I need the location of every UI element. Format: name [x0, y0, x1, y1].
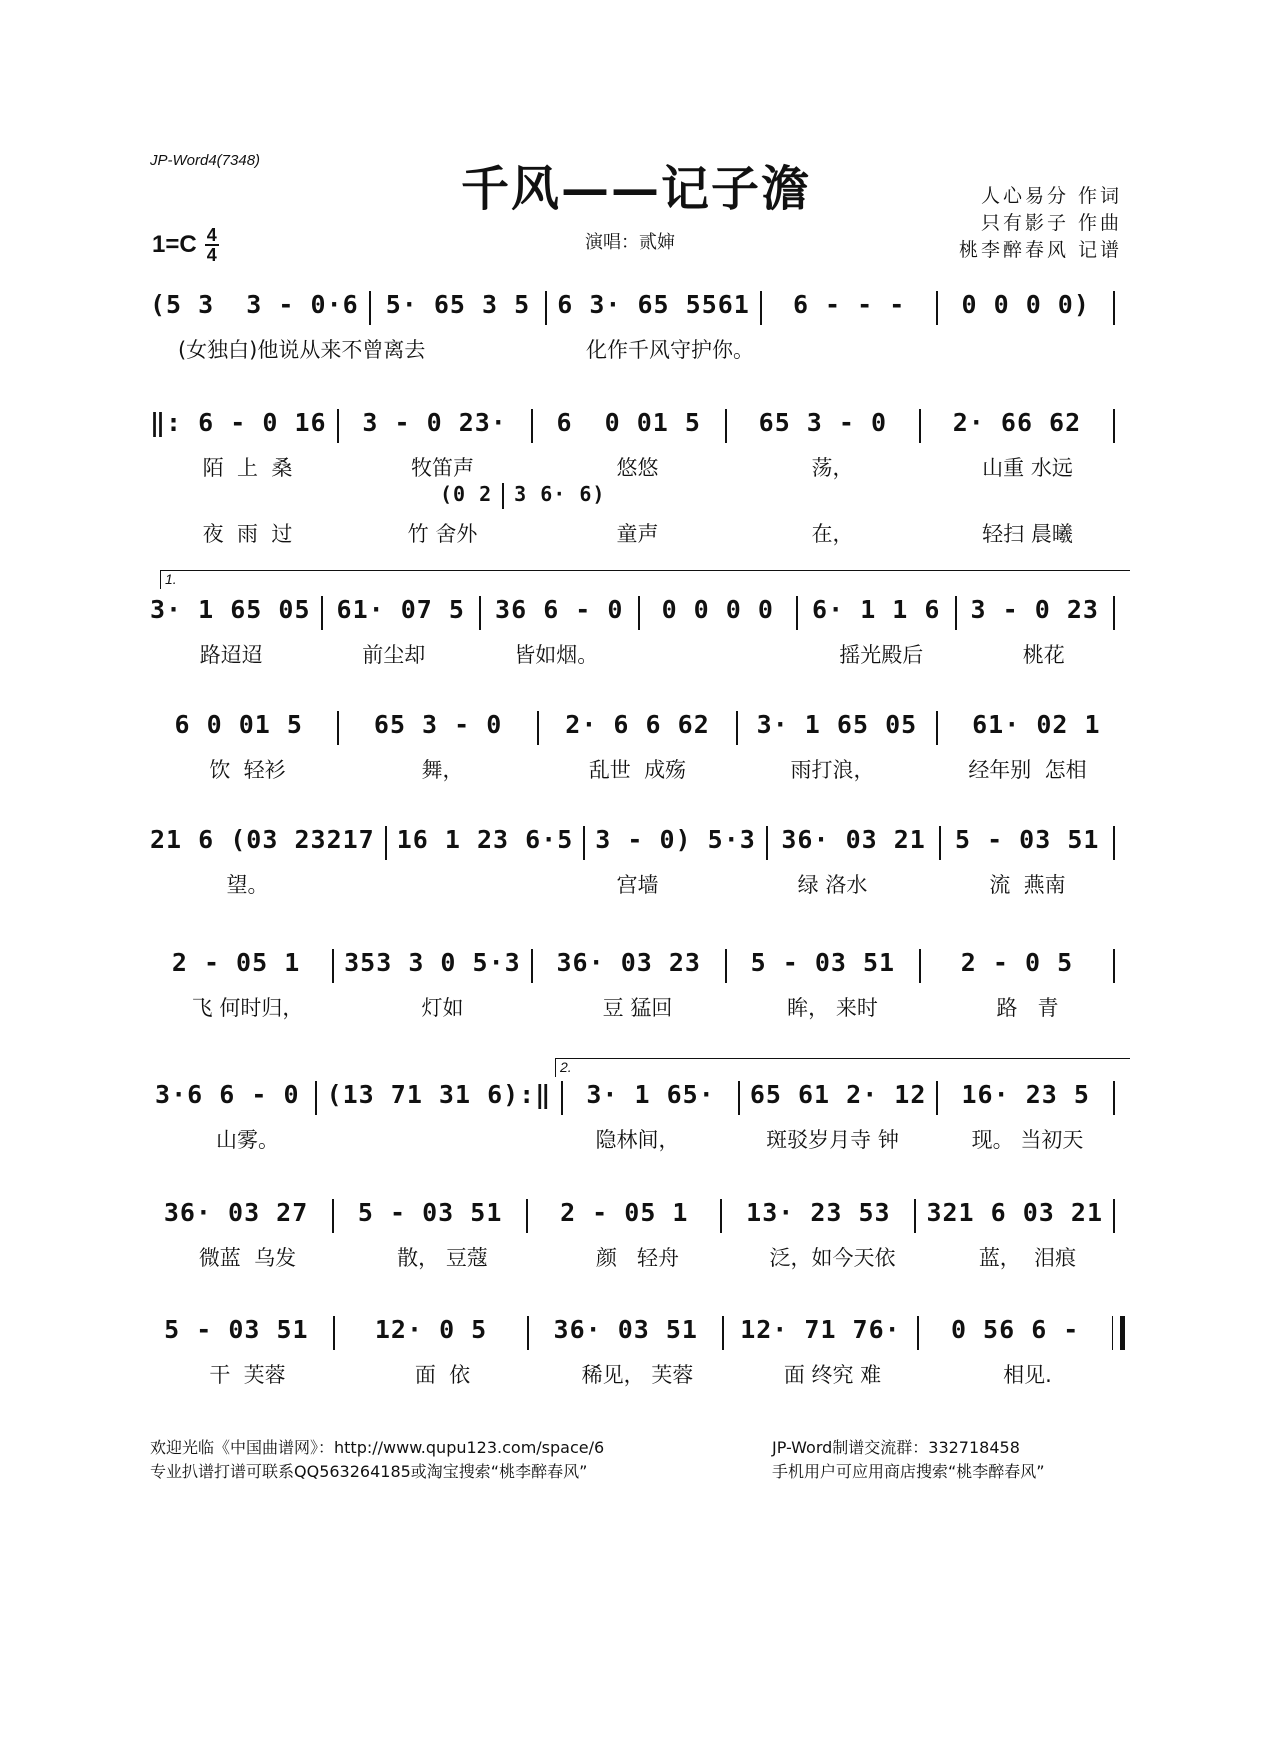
lyric-segment [453, 334, 518, 364]
lyric-segment: 微蓝 乌发 [198, 1246, 297, 1270]
measure: 321 6 03 21 [926, 1198, 1104, 1227]
measure: 3· 1 65 05 [150, 595, 311, 624]
measure: 2 - 05 1 [560, 1198, 689, 1227]
lyric-segment: 绿 洛水 [797, 873, 868, 897]
measure: 3·6 6 - 0 [155, 1080, 300, 1109]
staff-system-7 [150, 1080, 1125, 1154]
measure: 36 6 - 0 [495, 595, 624, 624]
lyric-segment [952, 334, 1125, 364]
lyric-segment: 饮 轻衫 [209, 758, 286, 782]
lyric-segment: 现。 当初天 [971, 1128, 1084, 1152]
measure: 2· 66 62 [952, 408, 1082, 437]
volta-1: 1. [160, 570, 1130, 589]
measure: 36· 03 23 [556, 948, 701, 977]
measure: 61· 07 5 [336, 595, 465, 624]
lyric-segment: 斑驳岁月寺 钟 [766, 1128, 899, 1152]
key-signature [152, 226, 219, 264]
staff-system-9 [150, 1315, 1125, 1389]
lyric-segment: 隐林间， [595, 1128, 680, 1152]
lyric-segment: 望。 [226, 873, 269, 897]
lyric-segment: 化作千风守护你。 [585, 338, 754, 362]
notation-row [150, 290, 1125, 326]
lyric-row [150, 754, 1125, 784]
lyric-segment: 皆如烟。 [514, 643, 599, 667]
measure: 353 3 0 5·3 [344, 948, 521, 977]
lyric-row [150, 639, 1125, 669]
inner-notation-row [150, 482, 1125, 510]
measure: ‖: 6 - 0 16 [150, 408, 327, 437]
lyric-row [150, 869, 1125, 899]
singer-credit: 演唱：贰婶 [585, 232, 675, 253]
footer-group: JP-Word制谱交流群：332718458 [772, 1438, 1020, 1457]
measure: 6 0 01 5 [174, 710, 303, 739]
lyric-segment: 泛，如今天依 [769, 1246, 896, 1270]
lyric-segment: 宫墙 [616, 873, 659, 897]
measure: 3· 1 65 05 [756, 710, 918, 739]
notation-row [150, 1315, 1125, 1351]
measure: 3 - 0) 5·3 [595, 825, 756, 854]
song-title: 千风——记子澹 [460, 161, 811, 217]
staff-system-3 [150, 595, 1125, 669]
lyric-segment [345, 869, 540, 899]
staff-system-4 [150, 710, 1125, 784]
volta-2: 2. [555, 1058, 1130, 1077]
measure: 6· 1 1 6 [812, 595, 941, 624]
lyric-segment: 雨打浪， [790, 758, 875, 782]
measure: (5 3 3 - 0·6 [150, 290, 359, 319]
transcriber-credit: 桃李醉春风 记谱 [958, 239, 1122, 261]
measure: 5 - 03 51 [750, 948, 896, 977]
measure: 12· 71 76· [740, 1315, 901, 1344]
measure: 36· 03 27 [163, 1198, 309, 1227]
measure: 65 3 - 0 [758, 408, 888, 437]
composer-credit: 只有影子 作曲 [980, 212, 1122, 234]
measure: 3· 1 65· [586, 1080, 715, 1109]
lyric-segment: 飞 何时归， [191, 996, 304, 1020]
lyric-segment: 路迢迢 [199, 643, 263, 667]
staff-system-8 [150, 1198, 1125, 1272]
lyric-segment: 散， 豆蔻 [397, 1246, 488, 1270]
lyric-segment: 陌 上 桑 [202, 456, 293, 480]
key-label: 1=C [152, 231, 197, 258]
lyric-segment: 豆 猛回 [602, 996, 673, 1020]
footer-app: 手机用户可应用商店搜索“桃李醉春风” [772, 1462, 1045, 1481]
measure: 2 - 05 1 [171, 948, 301, 977]
measure: 2 - 0 5 [960, 948, 1074, 977]
lyric-segment: 蓝， 泪痕 [978, 1246, 1077, 1270]
lyric-segment: 经年别 怎相 [968, 758, 1087, 782]
lyric-segment [345, 1124, 540, 1154]
staff-system-1 [150, 290, 1125, 364]
lyric-row [150, 452, 1125, 482]
footer-left [150, 1436, 604, 1484]
lyric-row [150, 1359, 1125, 1389]
measure: 5 - 03 51 [954, 825, 1100, 854]
notation-row [150, 408, 1125, 444]
lyric-segment: 牧笛声 [411, 456, 474, 480]
measure: 16· 23 5 [961, 1080, 1090, 1109]
measure: 5 - 03 51 [357, 1198, 503, 1227]
measure: 6 3· 65 5561 [557, 290, 750, 319]
staff-system-2 [150, 408, 1125, 548]
time-top: 4 [206, 225, 217, 245]
lyric-segment: 荡， [811, 456, 854, 480]
lyric-segment: 干 芙蓉 [209, 1363, 286, 1387]
measure: 65 3 - 0 [373, 710, 503, 739]
lyric-row-verse-2 [150, 518, 1125, 548]
measure: 3 - 0 23· [362, 408, 507, 437]
measure: 5 - 03 51 [164, 1315, 309, 1344]
measure: (13 71 31 6):‖ [326, 1080, 552, 1109]
measure: 21 6 (03 23217 [150, 825, 375, 854]
lyric-segment: 路 青 [996, 996, 1059, 1020]
lyric-row [150, 1242, 1125, 1272]
lyric-segment: 轻扫 晨曦 [982, 522, 1073, 546]
lyric-segment [638, 639, 801, 669]
measure: 6 0 01 5 [556, 408, 701, 437]
lyric-segment: 面 终究 难 [783, 1363, 882, 1387]
lyric-segment: 眸， 来时 [787, 996, 878, 1020]
notation-row [150, 1198, 1125, 1234]
time-bottom: 4 [206, 245, 217, 265]
lyric-segment: 山雾。 [216, 1128, 279, 1152]
lyric-segment: (女独白)他说从来不曾离去 [177, 338, 426, 362]
lyric-segment: 竹 舍外 [407, 522, 478, 546]
lyric-segment: 前尘却 [362, 643, 426, 667]
credits [959, 183, 1122, 264]
lyricist-credit: 人心易分 作词 [980, 185, 1122, 207]
lyric-segment [822, 334, 952, 364]
lyric-segment: 灯如 [421, 996, 464, 1020]
notation-row [150, 825, 1125, 861]
measure: (0 2 [440, 482, 493, 506]
notation-row [150, 595, 1125, 631]
measure: 3 6· 6) [514, 482, 606, 506]
lyric-segment: 童声 [616, 522, 659, 546]
measure: 65 61 2· 12 [749, 1080, 927, 1109]
measure: 16 1 23 6·5 [396, 825, 574, 854]
measure: 0 0 0 0 [661, 595, 774, 624]
software-tag: JP-Word4(7348) [150, 152, 261, 169]
measure: 3 - 0 23 [970, 595, 1099, 624]
measure: 0 0 0 0) [961, 290, 1090, 319]
lyric-row [150, 334, 1125, 364]
lyric-segment: 桃花 [1022, 643, 1065, 667]
measure: 6 - - - [792, 290, 906, 319]
staff-system-6 [150, 948, 1125, 1022]
lyric-row [150, 992, 1125, 1022]
lyric-segment: 流 燕南 [989, 873, 1066, 897]
lyric-segment: 相见. [1003, 1363, 1052, 1387]
notation-row [150, 1080, 1125, 1116]
footer-contact: 专业扒谱打谱可联系QQ563264185或淘宝搜索“桃李醉春风” [150, 1462, 588, 1481]
notation-row [150, 948, 1125, 984]
lyric-segment: 摇光殿后 [839, 643, 924, 667]
measure: 2· 6 6 62 [565, 710, 710, 739]
measure: 0 56 6 - [950, 1315, 1080, 1344]
notation-row [150, 710, 1125, 746]
lyric-segment: 面 依 [414, 1363, 471, 1387]
footer-website-link[interactable]: 欢迎光临《中国曲谱网》：http://www.qupu123.com/space/6 [150, 1438, 605, 1457]
footer-right [772, 1436, 1045, 1484]
lyric-row [150, 1124, 1125, 1154]
lyric-segment: 山重 水远 [982, 456, 1073, 480]
lyric-segment: 在， [811, 522, 854, 546]
staff-system-5 [150, 825, 1125, 899]
measure: 36· 03 21 [781, 825, 926, 854]
lyric-segment: 舞， [421, 758, 464, 782]
lyric-segment: 乱世 成殇 [588, 758, 687, 782]
lyric-segment: 夜 雨 过 [202, 522, 293, 546]
lyric-segment: 稀见， 芙蓉 [581, 1363, 694, 1387]
measure: 12· 0 5 [374, 1315, 488, 1344]
lyric-segment: 悠悠 [616, 456, 659, 480]
measure: 5· 65 3 5 [385, 290, 531, 319]
lyric-segment: 颜 轻舟 [595, 1246, 680, 1270]
final-barline [1120, 1316, 1125, 1350]
measure: 13· 23 53 [746, 1198, 891, 1227]
time-signature [205, 226, 219, 264]
measure: 61· 02 1 [972, 710, 1101, 739]
measure: 36· 03 51 [553, 1315, 698, 1344]
